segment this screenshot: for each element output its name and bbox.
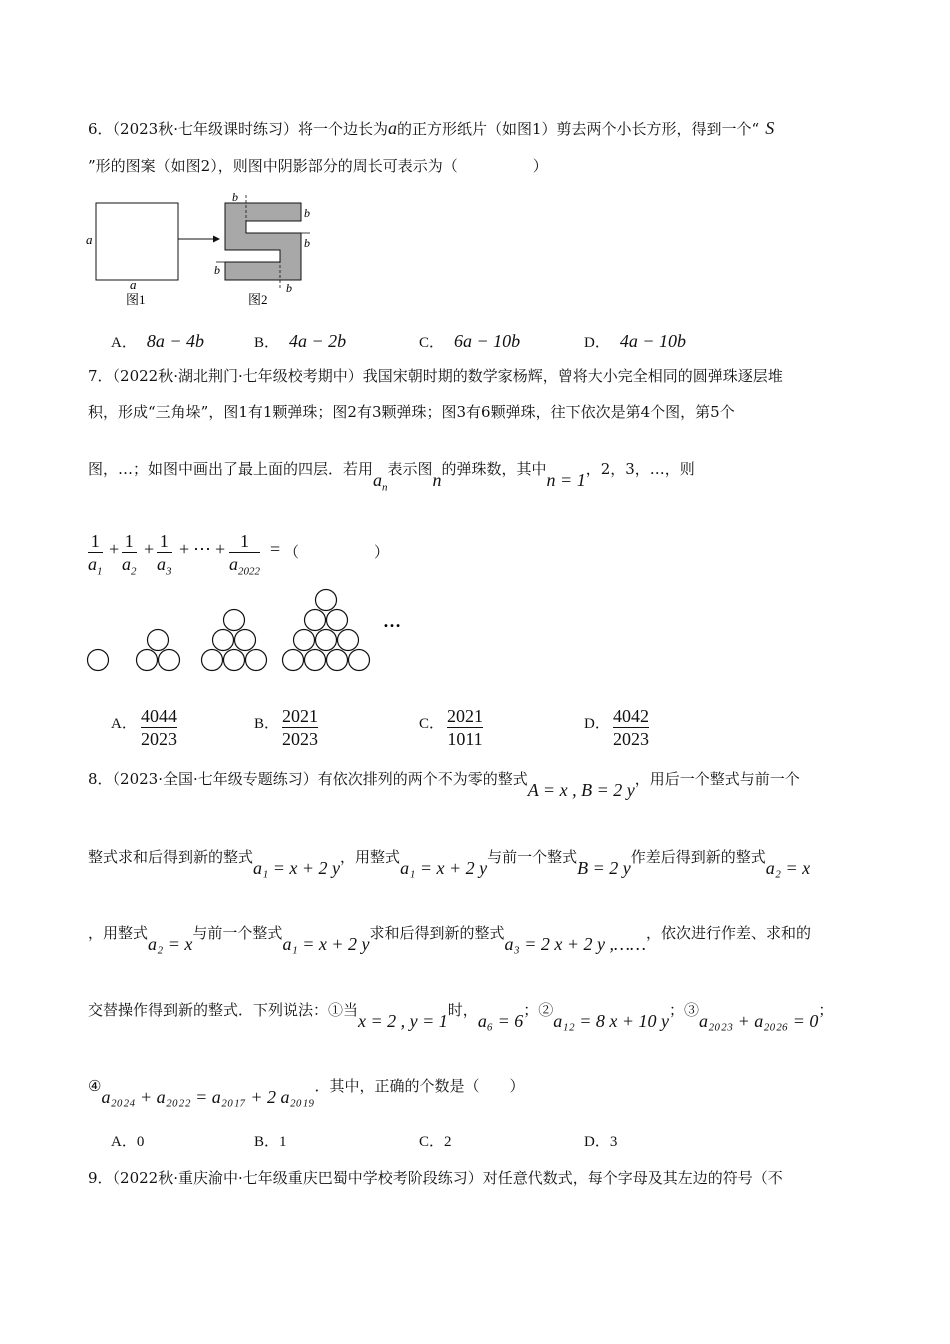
q7-option-a-frac: 4044 2023 [141, 706, 177, 749]
q8-line5: ④a₂₀₂₄ + a₂₀₂₂ = a₂₀₁₇ + 2 a₂₀₁₉．其中，正确的个数是（ ） [88, 1077, 525, 1107]
q7-option-d-frac: 4042 2023 [613, 706, 649, 749]
fig1-label-a-left: a [86, 232, 93, 247]
q7-sum-term-1: 1 $a_1$ [88, 531, 103, 578]
q6-text-b: 的正方形纸片（如图1）剪去两个小长方形，得到一个“ [397, 120, 760, 138]
fig2-caption: 图2 [248, 292, 268, 307]
q7-option-b[interactable]: B． [254, 716, 280, 732]
q6-option-d[interactable]: D． 4a − 10b [584, 331, 686, 351]
q8-line3: ，用整式a₂ = x与前一个整式a₁ = x + 2 y求和后得到新的整式a₃ = 2 x + 2 y ,……，依次进行作差、求和的 [88, 924, 812, 954]
fig2-label-b5: b [286, 281, 292, 295]
q7-line1: 7．（2022秋·湖北荆门·七年级校考期中）我国宋朝时期的数学家杨辉，曾将大小完全相同的圆弹珠逐层堆 [88, 367, 783, 385]
q7-cdots: ⋯ [193, 539, 211, 559]
q8-option-a[interactable]: A．0 [111, 1134, 145, 1150]
fig2-label-b2: b [304, 206, 310, 220]
q6-figures [80, 186, 320, 311]
q6-line2: ”形的图案（如图2），则图中阴影部分的周长可表示为（ ） [88, 157, 548, 175]
q6-line1 [88, 119, 774, 137]
var-S: S [765, 118, 775, 138]
q7-plus-4: + [215, 539, 226, 559]
q6-option-b[interactable]: B． 4a − 2b [254, 331, 347, 351]
q7-sum-term-4: 1 $a_{2022}$ [229, 531, 260, 578]
fig2-label-b1: b [232, 190, 238, 204]
q7-option-d[interactable]: D． [584, 716, 610, 732]
q7-option-c-frac: 2021 1011 [447, 706, 483, 749]
fig1-square [96, 203, 178, 280]
q6-option-a[interactable]: A． 8a − 4b [111, 331, 204, 351]
fig1-label-a-bottom: a [130, 277, 137, 292]
q8-option-b[interactable]: B．1 [254, 1134, 287, 1150]
q7-line3: 图，…；如图中画出了最上面的四层．若用$a_n$表示图n的弹珠数，其中n = 1，2，3，…，则 [88, 460, 695, 494]
q8-line4: 交替操作得到新的整式．下列说法：①当x = 2 , y = 1时，a₆ = 6；②a₁₂ = 8 x + 10 y；③a₂₀₂₃ + a₂₀₂₆ = 0； [88, 1001, 834, 1031]
q6-option-c[interactable]: C． 6a − 10b [419, 331, 521, 351]
q7-option-b-frac: 2021 2023 [282, 706, 318, 749]
fig2-label-b3: b [304, 236, 310, 250]
q7-equals: = [270, 539, 281, 559]
q8-line2: 整式求和后得到新的整式a₁ = x + 2 y，用整式a₁ = x + 2 y与前一个整式B = 2 y作差后得到新的整式a₂ = x [88, 848, 811, 878]
q7-sum-term-2: 1 $a_2$ [122, 531, 137, 578]
fig2-label-b4: b [214, 263, 220, 277]
q6-text-a: 6．（2023秋·七年级课时练习）将一个边长为 [88, 120, 388, 138]
var-a: a [388, 118, 397, 138]
q9-line1: 9．（2022秋·重庆渝中·七年级重庆巴蜀中学校考阶段练习）对任意代数式，每个字母及其左边的符号（不 [88, 1169, 783, 1187]
q7-option-c[interactable]: C． [419, 716, 445, 732]
q7-blank: （ ） [284, 543, 390, 561]
q8-line1: 8．（2023·全国·七年级专题练习）有依次排列的两个不为零的整式A = x , B = 2 y，用后一个整式与前一个 [88, 770, 800, 800]
q7-plus-1: + [109, 539, 120, 559]
arrow-head [213, 236, 220, 243]
q7-sum-term-3: 1 $a_3$ [157, 531, 172, 578]
marble-ellipsis: … [383, 611, 401, 631]
q7-option-a[interactable]: A． [111, 716, 137, 732]
q8-option-c[interactable]: C．2 [419, 1134, 452, 1150]
q7-line2: 积，形成“三角垛”，图1有1颗弹珠；图2有3颗弹珠；图3有6颗弹珠，往下依次是第4个图，第5个 [88, 403, 735, 421]
q7-marble-figures [80, 585, 410, 677]
fig2-s-shape [225, 203, 301, 280]
q8-option-d[interactable]: D．3 [584, 1134, 618, 1150]
q7-plus-3: + [179, 539, 190, 559]
q7-plus-2: + [144, 539, 155, 559]
fig1-caption: 图1 [126, 292, 146, 307]
